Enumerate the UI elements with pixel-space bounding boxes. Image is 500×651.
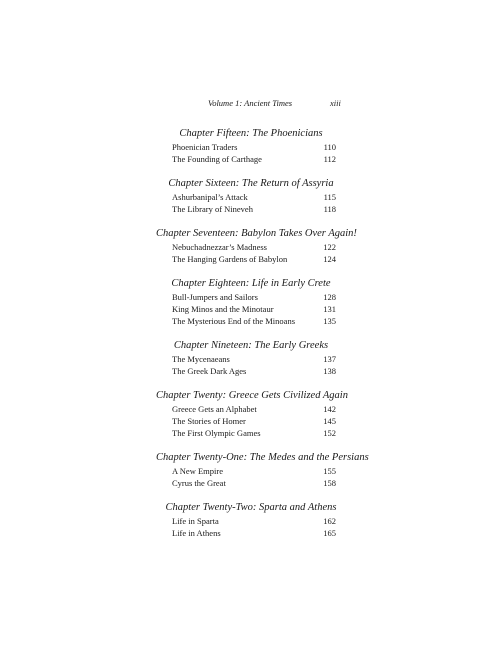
entry-label: Nebuchadnezzar’s Madness (172, 242, 267, 252)
toc-chapter (156, 389, 348, 439)
toc-chapter (166, 501, 336, 539)
entry-page: 162 (323, 516, 336, 526)
chapter-title: Chapter Fifteen: The Phoenicians (179, 128, 323, 139)
entry-page: 122 (323, 242, 336, 252)
chapter-title: Chapter Eighteen: Life in Early Crete (171, 278, 331, 289)
entry-label: The Founding of Carthage (172, 154, 262, 164)
entry-page: 155 (323, 466, 336, 476)
entry-page: 137 (323, 354, 336, 364)
toc-chapter (166, 277, 336, 327)
entry-page: 145 (323, 416, 336, 426)
entry-page: 128 (323, 292, 336, 302)
entry-page: 110 (323, 142, 336, 152)
entry-page: 165 (323, 528, 336, 538)
chapter-title: Chapter Twenty-Two: Sparta and Athens (165, 502, 337, 513)
running-head (0, 96, 500, 110)
toc-entry (166, 253, 336, 265)
toc-entry (166, 415, 336, 427)
entry-page: 112 (323, 154, 336, 164)
entry-label: The Mysterious End of the Minoans (172, 316, 295, 326)
entry-label: The Mycenaeans (172, 354, 230, 364)
entry-label: Phoenician Traders (172, 142, 238, 152)
toc-chapter (166, 127, 336, 165)
toc-chapter (156, 227, 357, 265)
entry-page: 115 (323, 192, 336, 202)
toc-entry (166, 515, 336, 527)
toc-entry (166, 465, 336, 477)
running-head-title: Volume 1: Ancient Times (207, 98, 293, 108)
entry-label: The Stories of Homer (172, 416, 246, 426)
toc-chapter (166, 177, 336, 215)
toc-entry (166, 203, 336, 215)
entry-label: Bull-Jumpers and Sailors (172, 292, 258, 302)
entry-label: Cyrus the Great (172, 478, 226, 488)
entry-label: The Greek Dark Ages (172, 366, 247, 376)
table-of-contents (156, 127, 369, 551)
entry-page: 118 (323, 204, 336, 214)
toc-entry (166, 241, 336, 253)
chapter-title: Chapter Nineteen: The Early Greeks (173, 340, 329, 351)
chapter-title: Chapter Twenty: Greece Gets Civilized Again (156, 390, 348, 401)
toc-entry (166, 303, 336, 315)
entry-label: King Minos and the Minotaur (172, 304, 274, 314)
entry-page: 152 (323, 428, 336, 438)
entry-label: Life in Sparta (172, 516, 219, 526)
entry-label: Life in Athens (172, 528, 221, 538)
page-number: xiii (330, 98, 341, 108)
entry-label: Ashurbanipal’s Attack (172, 192, 248, 202)
toc-entry (166, 291, 336, 303)
toc-entry (166, 191, 336, 203)
toc-entry (166, 141, 336, 153)
entry-page: 131 (323, 304, 336, 314)
toc-entry (166, 427, 336, 439)
toc-entry (166, 403, 336, 415)
entry-label: The Hanging Gardens of Babylon (172, 254, 288, 264)
toc-entry (166, 315, 336, 327)
entry-label: A New Empire (172, 466, 223, 476)
chapter-title: Chapter Seventeen: Babylon Takes Over Again! (156, 228, 357, 239)
toc-entry (166, 477, 336, 489)
toc-entry (166, 153, 336, 165)
toc-chapter (166, 339, 336, 377)
entry-page: 138 (323, 366, 336, 376)
chapter-title: Chapter Sixteen: The Return of Assyria (168, 178, 334, 189)
entry-page: 124 (323, 254, 336, 264)
entry-label: The First Olympic Games (172, 428, 261, 438)
toc-chapter (156, 451, 369, 489)
toc-entry (166, 353, 336, 365)
toc-entry (166, 527, 336, 539)
entry-page: 158 (323, 478, 336, 488)
entry-page: 135 (323, 316, 336, 326)
toc-entry (166, 365, 336, 377)
entry-label: The Library of Nineveh (172, 204, 253, 214)
entry-label: Greece Gets an Alphabet (172, 404, 257, 414)
chapter-title: Chapter Twenty-One: The Medes and the Persians (156, 452, 369, 463)
entry-page: 142 (323, 404, 336, 414)
